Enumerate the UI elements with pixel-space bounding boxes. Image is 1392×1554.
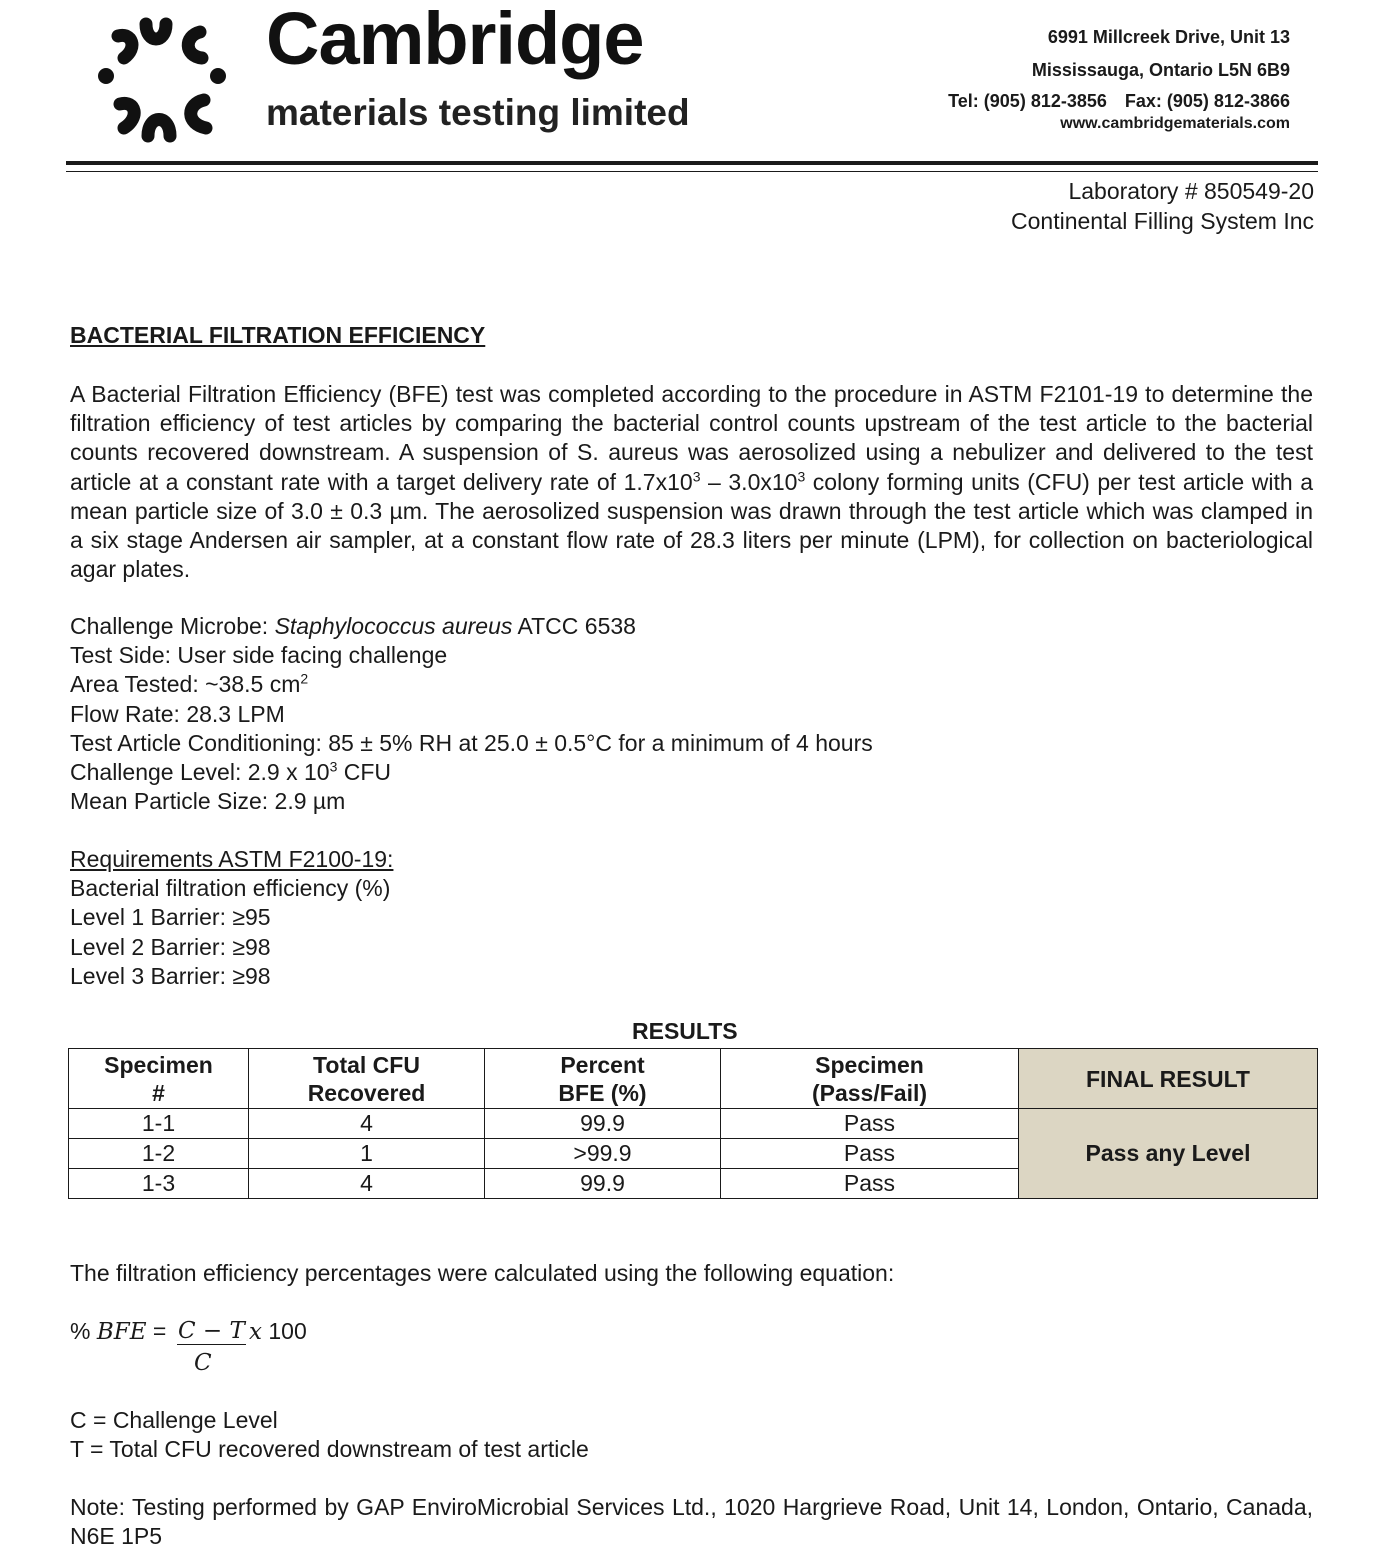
challenge-level	[70, 758, 873, 787]
header-passfail-line2: (Pass/Fail)	[811, 1079, 928, 1106]
flow-rate: Flow Rate: 28.3 LPM	[70, 700, 285, 727]
intro-text-2: – 3.0x10	[700, 468, 798, 495]
specimen-id: 1-1	[69, 1109, 249, 1139]
client-name: Continental Filling System Inc	[1011, 208, 1314, 234]
brand-name: Cambridge	[266, 0, 644, 80]
challenge-microbe-strain: ATCC 6538	[512, 613, 636, 639]
header-passfail-line1: Specimen	[815, 1051, 924, 1078]
equation-definitions	[70, 1406, 589, 1464]
pass-fail: Pass	[721, 1139, 1019, 1169]
equation-multiplier	[249, 1318, 307, 1345]
area-tested-value: Area Tested: ~38.5 cm	[70, 671, 301, 698]
equation-factor: 100	[261, 1318, 307, 1344]
mean-particle-size: Mean Particle Size: 2.9 µm	[70, 788, 346, 815]
header-cfu-line2: Recovered	[307, 1079, 426, 1106]
header-specimen	[69, 1049, 249, 1109]
total-cfu: 1	[249, 1139, 485, 1169]
pass-fail: Pass	[721, 1169, 1019, 1199]
intro-exponent-2: 3	[797, 467, 806, 484]
website: www.cambridgematerials.com	[1060, 115, 1290, 132]
intro-text-1: A Bacterial Filtration Efficiency (BFE) test was completed according to the procedure in ASTM F2101-19 to determine the filtration efficiency of test articles by comparing the bacterial control counts upstream of the test article to the bacterial counts recovered downstream. A suspension of S. aureus was aerosolized using a nebulizer and delivered to the test article at a constant rate with a target delivery rate of 1.7x10	[70, 381, 1313, 495]
company-logo-icon	[96, 14, 232, 144]
equation-intro: The filtration efficiency percentages were calculated using the following equation:	[70, 1260, 895, 1286]
equation-equals: =	[146, 1318, 167, 1344]
header-pass-fail	[721, 1049, 1019, 1109]
percent-bfe: 99.9	[485, 1169, 721, 1199]
challenge-microbe	[70, 612, 873, 641]
challenge-level-exponent: 3	[329, 758, 338, 775]
header-total-cfu	[249, 1049, 485, 1109]
test-article-conditioning: Test Article Conditioning: 85 ± 5% RH at 25.0 ± 0.5°C for a minimum of 4 hours	[70, 729, 873, 756]
testing-note: Note: Testing performed by GAP EnviroMicrobial Services Ltd., 1020 Hargrieve Road, Unit 14, London, Ontario, Canada, N6E 1P5	[70, 1494, 1313, 1550]
test-parameters	[70, 612, 873, 816]
header-divider	[66, 161, 1318, 165]
header-bfe-line2: BFE (%)	[558, 1079, 647, 1106]
header-specimen-line2: #	[152, 1079, 165, 1106]
equation-numerator: C − T	[178, 1318, 245, 1344]
total-cfu: 4	[249, 1169, 485, 1199]
telephone: Tel: (905) 812-3856	[948, 91, 1107, 111]
requirements-subtitle: Bacterial filtration efficiency (%)	[70, 875, 391, 902]
address-line-1: 6991 Millcreek Drive, Unit 13	[1047, 27, 1290, 47]
address-line-2: Mississauga, Ontario L5N 6B9	[1031, 60, 1290, 80]
test-side: Test Side: User side facing challenge	[70, 642, 448, 669]
definition-c: C = Challenge Level	[70, 1407, 278, 1433]
fax: Fax: (905) 812-3866	[1124, 91, 1290, 111]
area-tested	[70, 670, 873, 699]
challenge-level-unit: CFU	[337, 759, 392, 786]
table-row	[69, 1109, 1318, 1139]
equation-percent: %	[70, 1318, 97, 1344]
intro-exponent-1: 3	[692, 467, 701, 484]
laboratory-number: Laboratory # 850549-20	[1068, 178, 1314, 204]
results-header-row	[69, 1049, 1318, 1109]
definition-t: T = Total CFU recovered downstream of test article	[70, 1436, 589, 1463]
final-result-value: Pass any Level	[1019, 1109, 1318, 1199]
header-percent-bfe	[485, 1049, 721, 1109]
area-tested-exponent: 2	[300, 670, 309, 687]
challenge-level-value: Challenge Level: 2.9 x 10	[70, 759, 330, 786]
equation-denominator: C	[194, 1350, 212, 1376]
requirements-title: Requirements ASTM F2100-19:	[70, 846, 394, 872]
total-cfu: 4	[249, 1109, 485, 1139]
challenge-microbe-name: Staphylococcus aureus	[274, 613, 513, 639]
equation-times: x	[249, 1319, 262, 1345]
percent-bfe: >99.9	[485, 1139, 721, 1169]
header-divider-thin	[66, 171, 1318, 172]
requirements	[70, 845, 393, 991]
equation-lhs	[70, 1318, 166, 1345]
pass-fail: Pass	[721, 1109, 1019, 1139]
equation-bfe: BFE	[96, 1319, 147, 1345]
requirement-level-2: Level 2 Barrier: ≥98	[70, 933, 271, 960]
specimen-id: 1-3	[69, 1169, 249, 1199]
header-cfu-line1: Total CFU	[313, 1051, 420, 1078]
challenge-microbe-label: Challenge Microbe:	[70, 613, 275, 639]
results-title: RESULTS	[632, 1018, 738, 1044]
percent-bfe: 99.9	[485, 1109, 721, 1139]
requirement-level-1: Level 1 Barrier: ≥95	[70, 904, 271, 931]
header-bfe-line1: Percent	[560, 1051, 645, 1078]
requirement-level-3: Level 3 Barrier: ≥98	[70, 962, 271, 989]
results-table	[68, 1048, 1318, 1199]
header-specimen-line1: Specimen	[104, 1051, 213, 1078]
intro-paragraph	[70, 380, 1313, 584]
phone-fax-line	[948, 92, 1290, 110]
header-final-result: FINAL RESULT	[1019, 1049, 1318, 1109]
brand-subtitle: materials testing limited	[266, 92, 690, 133]
specimen-id: 1-2	[69, 1139, 249, 1169]
section-title: BACTERIAL FILTRATION EFFICIENCY	[70, 322, 486, 348]
intro-text-3: colony forming units (CFU) per test article with a mean particle size of 3.0 ± 0.3 µm. The aerosolized suspension was drawn through the test article which was clamped in a six stage Andersen air sampler, at a constant flow rate of 28.3 liters per minute (LPM), for collection on bacteriological agar plates.	[70, 468, 1313, 583]
